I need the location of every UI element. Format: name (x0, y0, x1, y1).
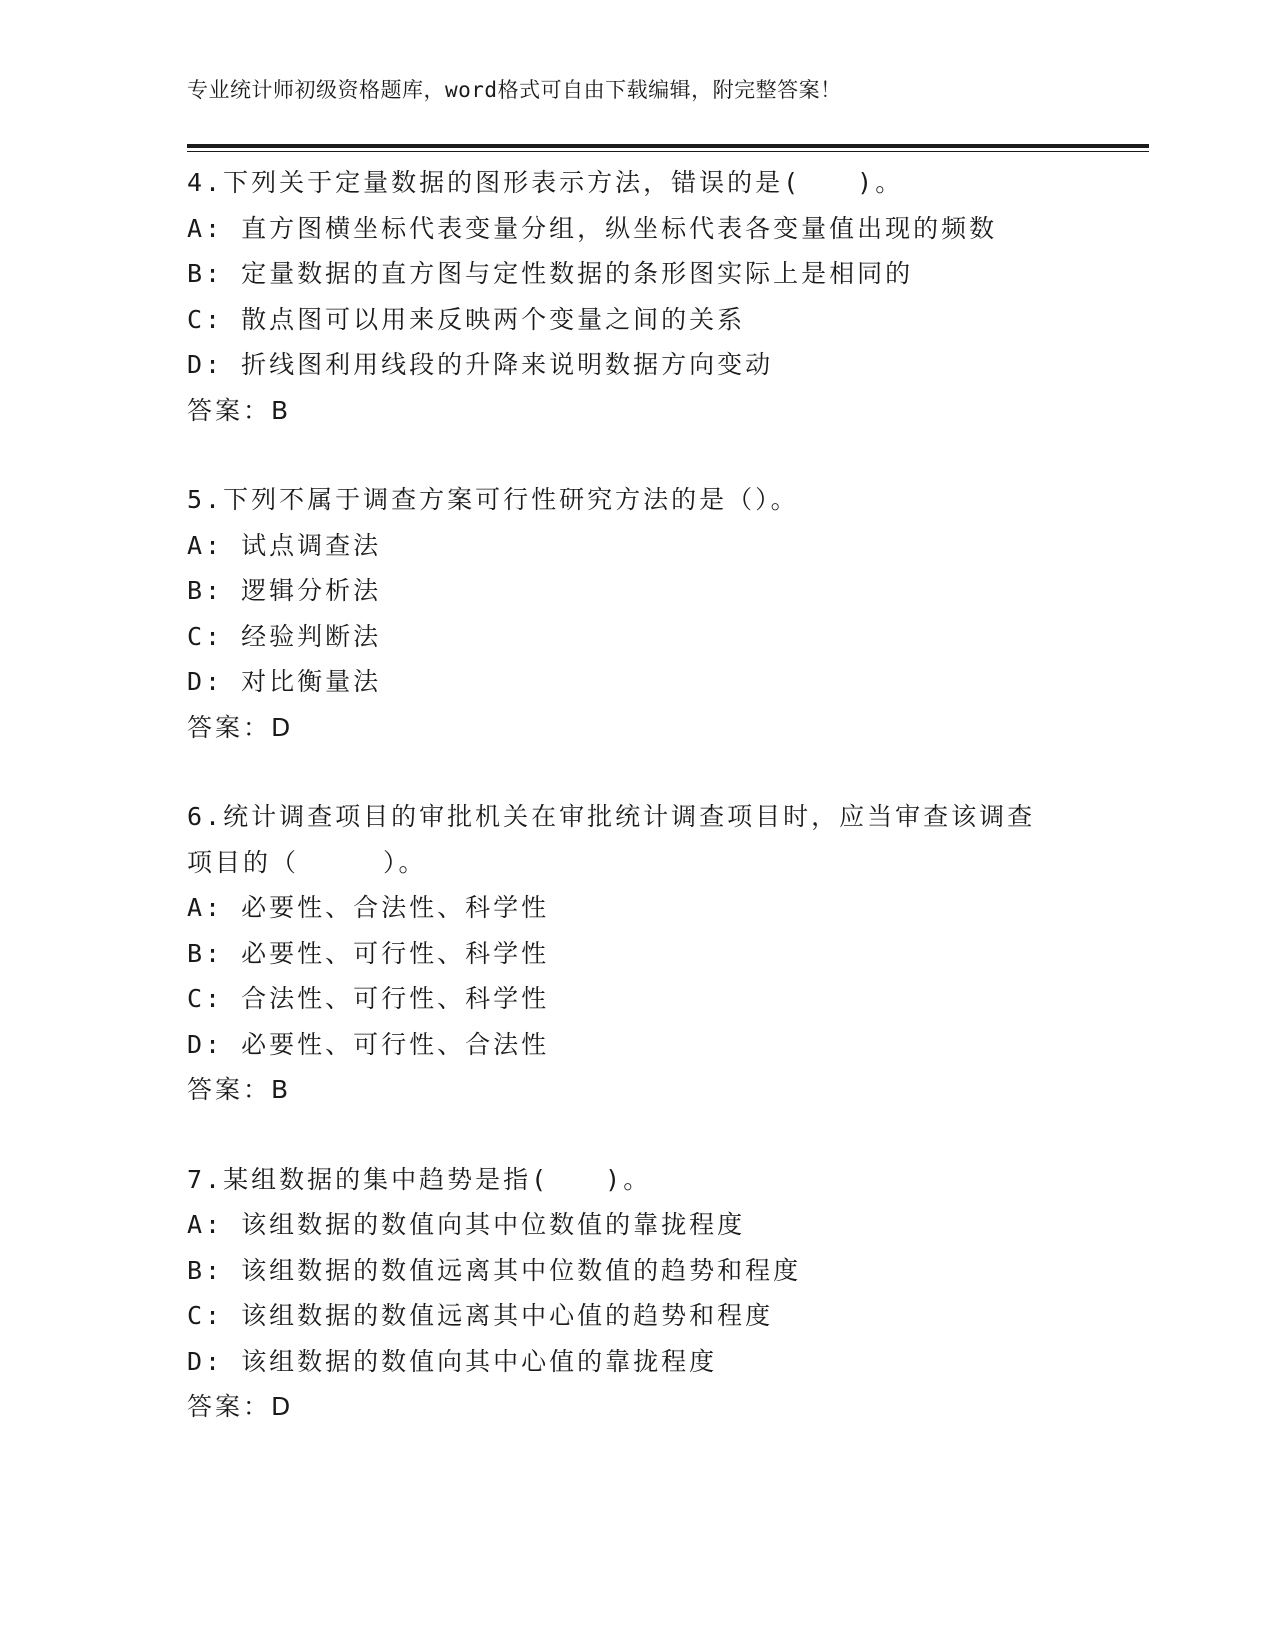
option-a: A: 该组数据的数值向其中位数值的靠拢程度 (187, 1210, 746, 1239)
question-5 (187, 477, 1087, 750)
answer-text: 答案：D (187, 712, 294, 742)
option-d: D: 折线图利用线段的升降来说明数据方向变动 (187, 350, 774, 379)
option-c: C: 经验判断法 (187, 621, 382, 651)
question-4 (187, 160, 1087, 433)
question-stem: 4.下列关于定量数据的图形表示方法，错误的是( )。 (187, 168, 904, 197)
question-stem: 6.统计调查项目的审批机关在审批统计调查项目时，应当审查该调查 (187, 802, 1036, 831)
option-b: B: 定量数据的直方图与定性数据的条形图实际上是相同的 (187, 259, 914, 288)
option-b: B: 逻辑分析法 (187, 576, 382, 605)
question-stem: 7.某组数据的集中趋势是指( )。 (187, 1164, 652, 1194)
question-stem-continued: 项目的（ ）。 (187, 847, 427, 877)
option-a: A: 试点调查法 (187, 530, 382, 560)
question-stem: 5.下列不属于调查方案可行性研究方法的是（）。 (187, 485, 799, 514)
question-list (187, 160, 1087, 1474)
option-a: A: 必要性、合法性、科学性 (187, 893, 550, 922)
option-d: D: 对比衡量法 (187, 667, 382, 696)
option-c: C: 合法性、可行性、科学性 (187, 984, 550, 1013)
answer-text: 答案：B (187, 395, 292, 425)
header-divider-thick (187, 144, 1149, 148)
option-b: B: 该组数据的数值远离其中位数值的趋势和程度 (187, 1255, 802, 1285)
answer-text: 答案：D (187, 1392, 294, 1421)
answer-text: 答案：B (187, 1075, 292, 1104)
option-b: B: 必要性、可行性、科学性 (187, 938, 550, 968)
question-6 (187, 794, 1087, 1113)
document-header: 专业统计师初级资格题库，word格式可自由下载编辑，附完整答案！ (187, 78, 842, 102)
option-a: A: 直方图横坐标代表变量分组，纵坐标代表各变量值出现的频数 (187, 213, 998, 243)
question-7 (187, 1157, 1087, 1430)
option-c: C: 散点图可以用来反映两个变量之间的关系 (187, 304, 746, 334)
option-d: D: 必要性、可行性、合法性 (187, 1029, 550, 1059)
option-d: D: 该组数据的数值向其中心值的靠拢程度 (187, 1346, 718, 1376)
header-divider-thin (187, 151, 1149, 152)
option-c: C: 该组数据的数值远离其中心值的趋势和程度 (187, 1301, 774, 1330)
